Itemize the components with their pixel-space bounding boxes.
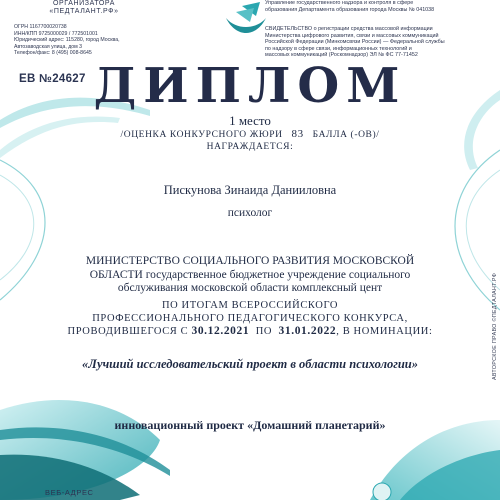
institution-line1: МИНИСТЕРСТВО СОЦИАЛЬНОГО РАЗВИТИЯ МОСКОВСКОЙ <box>85 255 415 267</box>
institution-line3: обслуживания московской области комплексный цент <box>117 282 383 294</box>
contest-line2: ПРОФЕССИОНАЛЬНОГО ПЕДАГОГИЧЕСКОГО КОНКУРСА, <box>92 312 408 324</box>
work-title: инновационный проект «Домашний планетарий» <box>114 418 386 432</box>
diploma-number: ЕВ №24627 <box>19 73 86 85</box>
organizer-ogrn: ОГРН 1167700020738 <box>14 24 67 30</box>
contest-line3 <box>0 325 500 339</box>
diploma-title: ДИПЛОМ <box>93 58 407 114</box>
media-line3: Российской Федерации (Минкомсвязи России) — Федеральной службы <box>265 39 445 46</box>
contest-block <box>0 300 500 339</box>
recipient-name: Пискунова Зинаида Данииловна <box>163 183 337 197</box>
awarded-label: НАГРАЖДАЕТСЯ: <box>206 142 294 152</box>
contest-date-from: 30.12.2021 <box>191 325 250 337</box>
organizer-details <box>14 24 164 57</box>
media-line4: по надзору в сфере связи, информационных технологий и <box>265 45 412 52</box>
institution-line2: ОБЛАСТИ государственное бюджетное учреждение социального <box>89 268 411 281</box>
contest-dates-suffix: , В НОМИНАЦИИ: <box>336 326 433 337</box>
media-line5: массовых коммуникаций (Роскомнадзор) ЭЛ № ФС 77-71452 <box>265 52 418 59</box>
place-text: 1 место <box>229 113 271 128</box>
media-line1: СВИДЕТЕЛЬСТВО о регистрации средства массовой информации <box>265 26 433 32</box>
organizer-heading <box>14 0 154 16</box>
contest-line1: ПО ИТОГАМ ВСЕРОССИЙСКОГО <box>161 300 339 311</box>
institution-block <box>0 255 500 296</box>
license-line2: образования Департамента образования города Москвы № 041038 <box>265 6 435 13</box>
organizer-inn: ИНН/КПП 9725000029 / 772501001 <box>14 30 98 37</box>
organizer-heading-line2: «ПЕДТАЛАНТ.РФ» <box>49 8 119 15</box>
pedtalant-logo <box>226 2 266 33</box>
contest-date-to: 31.01.2022 <box>278 325 337 337</box>
contest-dates-prefix: ПРОВОДИВШЕГОСЯ С <box>67 326 189 337</box>
website-label: ВЕБ-АДРЕС <box>45 488 94 497</box>
license-line1: Управление государственного надзора и контроля в сфере <box>265 0 414 6</box>
media-line2: Министерства цифрового развития, связи и массовых коммуникаций <box>265 32 439 39</box>
nomination-text: «Лучший исследовательский проект в области психологии» <box>81 357 419 371</box>
organizer-address-line1: Юридический адрес: 115280, город Москва, <box>14 37 120 44</box>
recipient-position: психолог <box>227 207 273 219</box>
score-value: 83 <box>291 128 304 140</box>
copyright-text: АВТОРСКОЕ ПРАВО ©ПЕДТАЛАНТ.РФ <box>492 272 498 380</box>
media-registration <box>265 26 490 59</box>
score-line <box>0 128 500 140</box>
score-prefix: /ОЦЕНКА КОНКУРСНОГО ЖЮРИ <box>120 130 283 140</box>
organizer-phone: Телефон/факс: 8 (495) 008-8645 <box>14 50 92 57</box>
organizer-heading-line1: ОРГАНИЗАТОРА <box>52 0 116 7</box>
organizer-address-line2: Автозаводская улица, дом 3 <box>14 43 83 50</box>
score-suffix: БАЛЛА (-ОВ)/ <box>312 130 380 140</box>
contest-date-sep: ПО <box>255 326 273 337</box>
copyright-side-text <box>485 230 498 380</box>
license-info <box>265 0 490 13</box>
